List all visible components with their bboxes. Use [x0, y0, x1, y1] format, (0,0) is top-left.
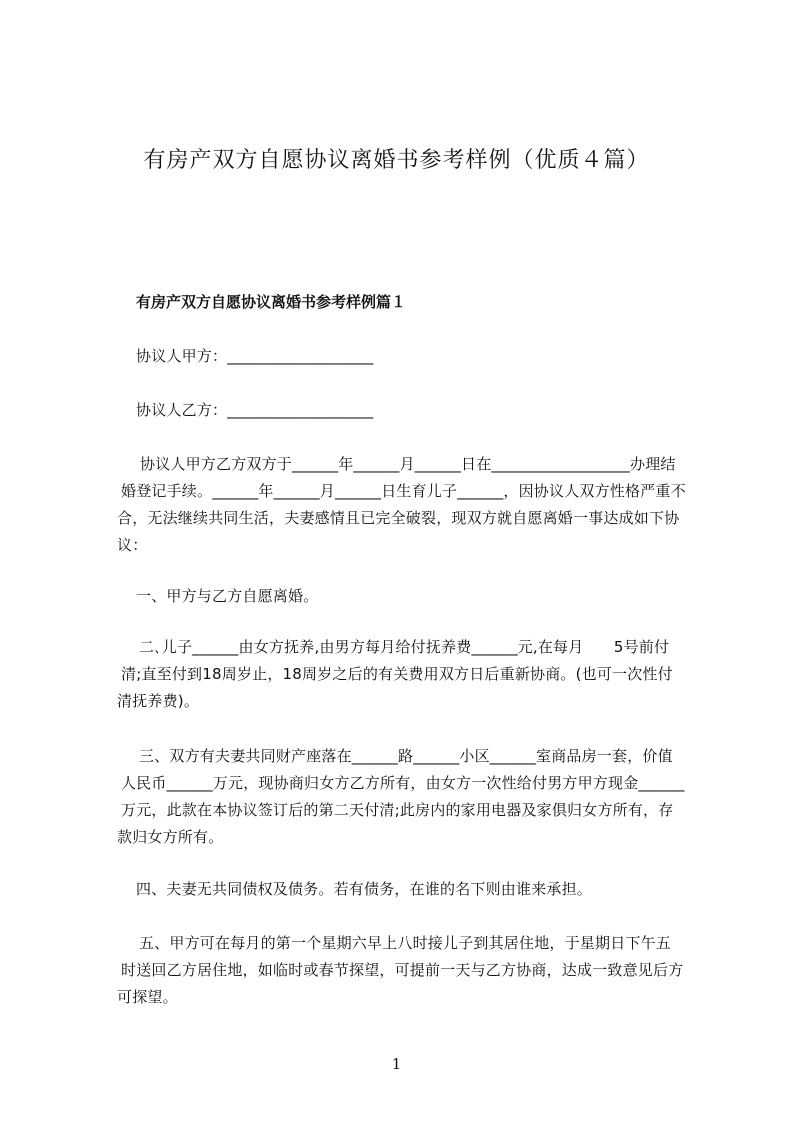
clause-3-line-1: 三、双方有夫妻共同财产座落在______路______小区______室商品房一套，价值	[139, 747, 673, 765]
clause-3-line-4: 款归女方所有。	[117, 828, 224, 846]
clause-5-line-2: 时送回乙方居住地，如临时或春节探望，可提前一天与乙方协商，达成一致意见后方	[121, 961, 684, 979]
intro-line-3: 合，无法继续共同生活，夫妻感情且已完全破裂，现双方就自愿离婚一事达成如下协	[117, 509, 680, 527]
clause-3-line-2: 人民币______万元，现协商归女方乙方所有，由女方一次性给付男方甲方现金______	[121, 774, 685, 792]
clause-5-line-1: 五、甲方可在每月的第一个星期六早上八时接儿子到其居住地，于星期日下午五	[139, 934, 672, 952]
page-number: 1	[391, 1055, 402, 1073]
clause-2-line-2: 清;直至付到18周岁止，18周岁之后的有关费用双方日后重新协商。(也可一次性付	[121, 665, 673, 683]
clause-2-line-1: 二､儿子______由女方抚养,由男方每月给付抚养费______元,在每月 5号前付	[139, 638, 670, 656]
intro-line-1: 协议人甲方乙方双方于______年______月______日在__________________办理结	[140, 455, 676, 473]
intro-line-2: 婚登记手续。______年______月______日生育儿子______，因协议人双方性格严重不	[121, 482, 686, 500]
clause-5-line-3: 可探望。	[117, 988, 178, 1006]
party-b-line: 协议人乙方：___________________	[136, 401, 374, 419]
document-title: 有房产双方自愿协议离婚书参考样例（优质４篇）	[143, 148, 650, 173]
clause-2-line-3: 清抚养费)。	[117, 692, 200, 710]
clause-4: 四、夫妻无共同债权及债务。若有债务，在谁的名下则由谁来承担。	[136, 880, 593, 898]
clause-3-line-3: 万元，此款在本协议签订后的第二天付清;此房内的家用电器及家俱归女方所有，存	[121, 801, 674, 819]
clause-1: 一、甲方与乙方自愿离婚。	[136, 587, 319, 605]
intro-line-4: 议：	[117, 536, 148, 554]
section-heading: 有房产双方自愿协议离婚书参考样例篇１	[136, 293, 407, 311]
party-a-line: 协议人甲方：___________________	[136, 347, 374, 365]
